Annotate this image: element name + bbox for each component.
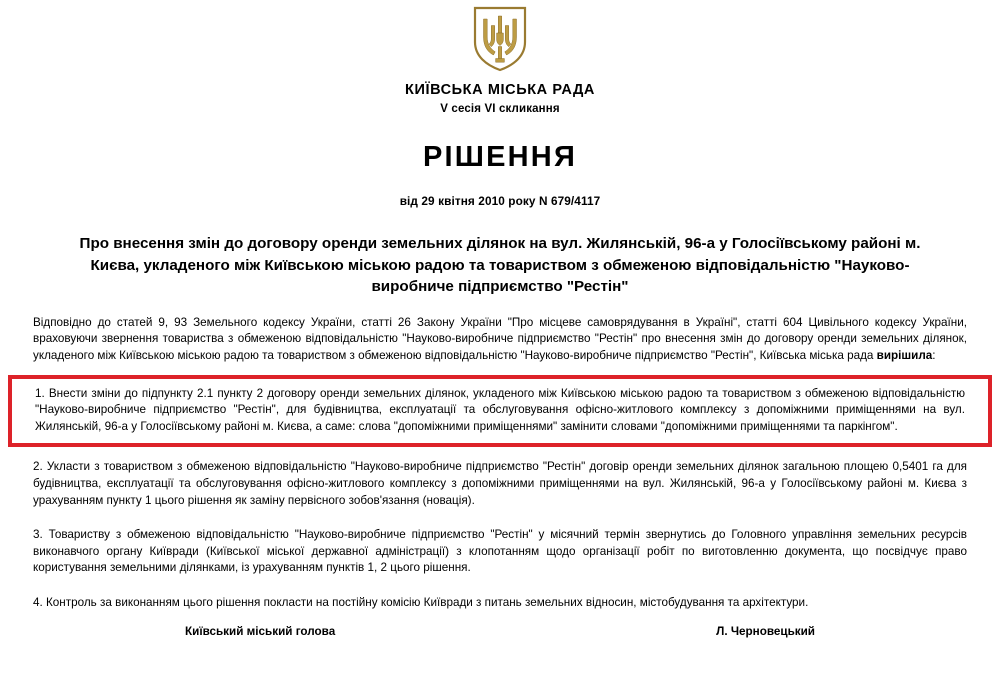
ukraine-trident-coat-of-arms-icon [472, 6, 528, 72]
emblem-container [0, 0, 1000, 72]
signatory-name: Л. Черновецький [716, 625, 815, 638]
highlighted-clause-box [8, 375, 992, 448]
clause-item-4: 4. Контроль за виконанням цього рішення покласти на постійну комісію Київради з питань земельних відносин, містобудування та архітектури. [33, 596, 809, 610]
document-date-number: від 29 квітня 2010 року N 679/4117 [399, 194, 601, 208]
organization-name: КИЇВСЬКА МІСЬКА РАДА [405, 82, 595, 98]
preamble-text-before: Відповідно до статей 9, 93 Земельного кодексу України, статті 26 Закону України "Про місцеве самоврядування в Україні", статті 604 Цивільного кодексу України, враховуючи звернення товариства з обмеженою відповідальністю "Науково-виробниче підприємство "Рестін" про внесення змін до договору оренди земельних ділянок, укладеного між Київською міською радою та товариством з обмеженою відповідальністю "Науково-виробниче підприємство "Рестін", Київська міська рада [33, 315, 967, 362]
clause-item-2: 2. Укласти з товариством з обмеженою відповідальністю "Науково-виробниче підприємство "Рестін" договір оренди земельних ділянок загальною площею 0,5401 га для будівництва, експлуатації та обслуговування офісно-житлового комплексу з допоміжними приміщеннями на вул. Жилянській, 96-а у Голосіївському районі м. Києва з урахуванням пункту 1 цього рішення як заміну первісного зобов'язання (новація). [33, 460, 967, 507]
preamble-text-after: : [932, 348, 936, 362]
session-line: V сесія VI скликання [440, 103, 560, 115]
document-body [33, 298, 967, 612]
paragraph-spacer [33, 588, 967, 595]
document-subject-title: Про внесення змін до договору оренди земельних ділянок на вул. Жилянській, 96-а у Голосіївському районі м. Києва, укладеного між Київською міською радою та товариством з обмеженою відповідальністю "Науково-виробниче підприємство "Рестін" [79, 235, 921, 296]
preamble-resolved-keyword: вирішила [876, 348, 933, 362]
signature-block [0, 625, 1000, 638]
signatory-position: Київський міський голова [185, 625, 336, 638]
clause-item-3: 3. Товариству з обмеженою відповідальністю "Науково-виробниче підприємство "Рестін" у місячний термін звернутись до Головного управління земельних ресурсів виконавчого органу Київради (Київської міської державної адміністрації) з клопотанням щодо організації робіт по виготовленню документа, що посвідчує право користування земельними ділянками, із урахуванням пунктів 1, 2 цього рішення. [33, 528, 967, 575]
clause-item-1: 1. Внести зміни до підпункту 2.1 пункту 2 договору оренди земельних ділянок, укладеного між Київською міською радою та товариством з обмеженою відповідальністю "Науково-виробниче підприємство "Рестін", для будівництва, експлуатації та обслуговування офісно-житлового комплексу з допоміжними приміщеннями на вул. Жилянській, 96-а у Голосіївському районі м. Києва, а саме: слова "допоміжними приміщеннями" замінити словами "допоміжними приміщеннями та паркінгом". [35, 386, 965, 433]
preamble-paragraph [33, 315, 967, 365]
paragraph-spacer [33, 520, 967, 527]
document-type-heading: РІШЕННЯ [422, 141, 577, 173]
